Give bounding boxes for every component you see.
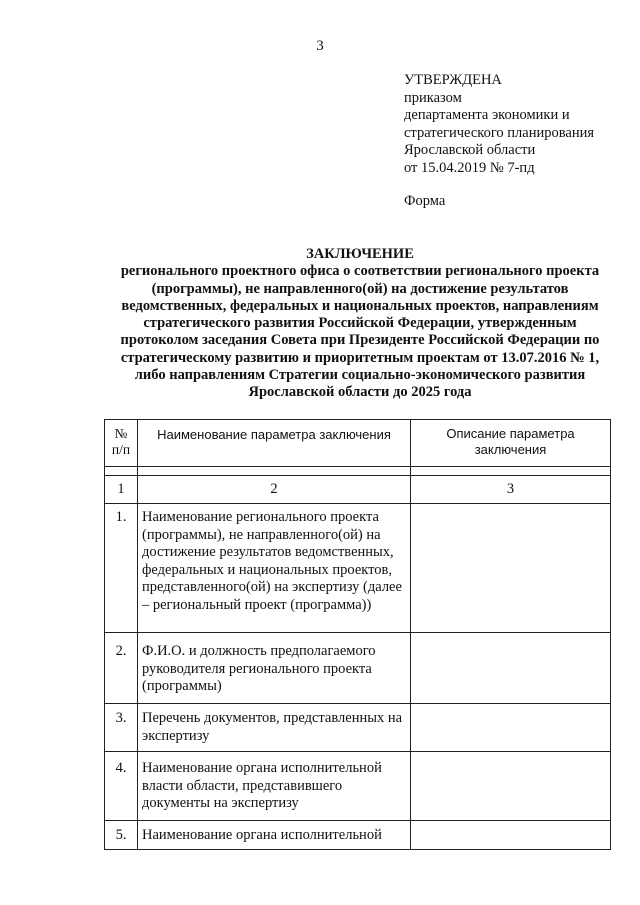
approval-stamp: [404, 72, 634, 177]
row-description: [411, 752, 611, 821]
header-description: Описание параметра заключения: [411, 420, 611, 467]
title-line: либо направлениям Стратегии социально-экономического развития: [134, 367, 586, 384]
approval-line: УТВЕРЖДЕНА: [404, 72, 502, 88]
row-parameter-name: Ф.И.О. и должность предполагаемого руководителя регионального проекта (программы): [138, 633, 411, 704]
parameters-table: [104, 419, 611, 850]
row-number: 4.: [105, 752, 138, 821]
table-row: [105, 704, 611, 752]
header-name: Наименование параметра заключения: [138, 420, 411, 467]
title-line: стратегического развития Российской Федерации, утвержденным: [143, 315, 577, 332]
approval-line: стратегического планирования: [404, 124, 595, 141]
row-number: 2.: [105, 633, 138, 704]
title-heading: ЗАКЛЮЧЕНИЕ: [306, 246, 414, 262]
title-line: стратегическому развитию и приоритетным проектам от 13.07.2016 № 1,: [120, 349, 600, 366]
approval-line: департамента экономики и: [404, 107, 570, 123]
row-number: 3.: [105, 704, 138, 752]
table-row: [105, 752, 611, 821]
row-description: [411, 633, 611, 704]
column-index: 1: [105, 476, 138, 504]
row-description: [411, 821, 611, 850]
table-row: [105, 504, 611, 633]
approval-line: от 15.04.2019 № 7-пд: [404, 159, 535, 176]
table-gap: [105, 467, 611, 476]
row-description: [411, 704, 611, 752]
column-index: 3: [411, 476, 611, 504]
table-row: [105, 633, 611, 704]
row-description: [411, 504, 611, 633]
page-number: 3: [316, 38, 324, 54]
row-parameter-name: Перечень документов, представленных на экспертизу: [138, 704, 411, 752]
document-title: [90, 246, 630, 402]
table-row: [105, 821, 611, 850]
header-num: № п/п: [105, 420, 138, 467]
approval-line: приказом: [404, 89, 462, 106]
column-index-row: [105, 476, 611, 504]
row-number: 1.: [105, 504, 138, 633]
title-line: ведомственных, федеральных и национальных проектов, направлениям: [121, 297, 599, 314]
title-line: (программы), не направленного(ой) на достижение результатов: [151, 280, 569, 297]
column-index: 2: [138, 476, 411, 504]
approval-line: Ярославской области: [404, 142, 536, 158]
title-line: регионального проектного офиса о соответствии регионального проекта: [120, 263, 600, 280]
row-parameter-name: Наименование органа исполнительной: [138, 821, 411, 850]
title-line: протоколом заседания Совета при Президенте Российской Федерации по: [120, 332, 600, 349]
form-label: Форма: [404, 193, 446, 209]
row-number: 5.: [105, 821, 138, 850]
title-line: Ярославской области до 2025 года: [248, 384, 472, 401]
table-header-row: [105, 420, 611, 467]
row-parameter-name: Наименование регионального проекта (программы), не направленного(ой) на достижение результатов ведомственных, федеральных и национальных проектов, представленного(ой) на экспертизу (далее – региональный проект (программа)): [138, 504, 411, 633]
row-parameter-name: Наименование органа исполнительной власти области, представившего документы на экспертизу: [138, 752, 411, 821]
